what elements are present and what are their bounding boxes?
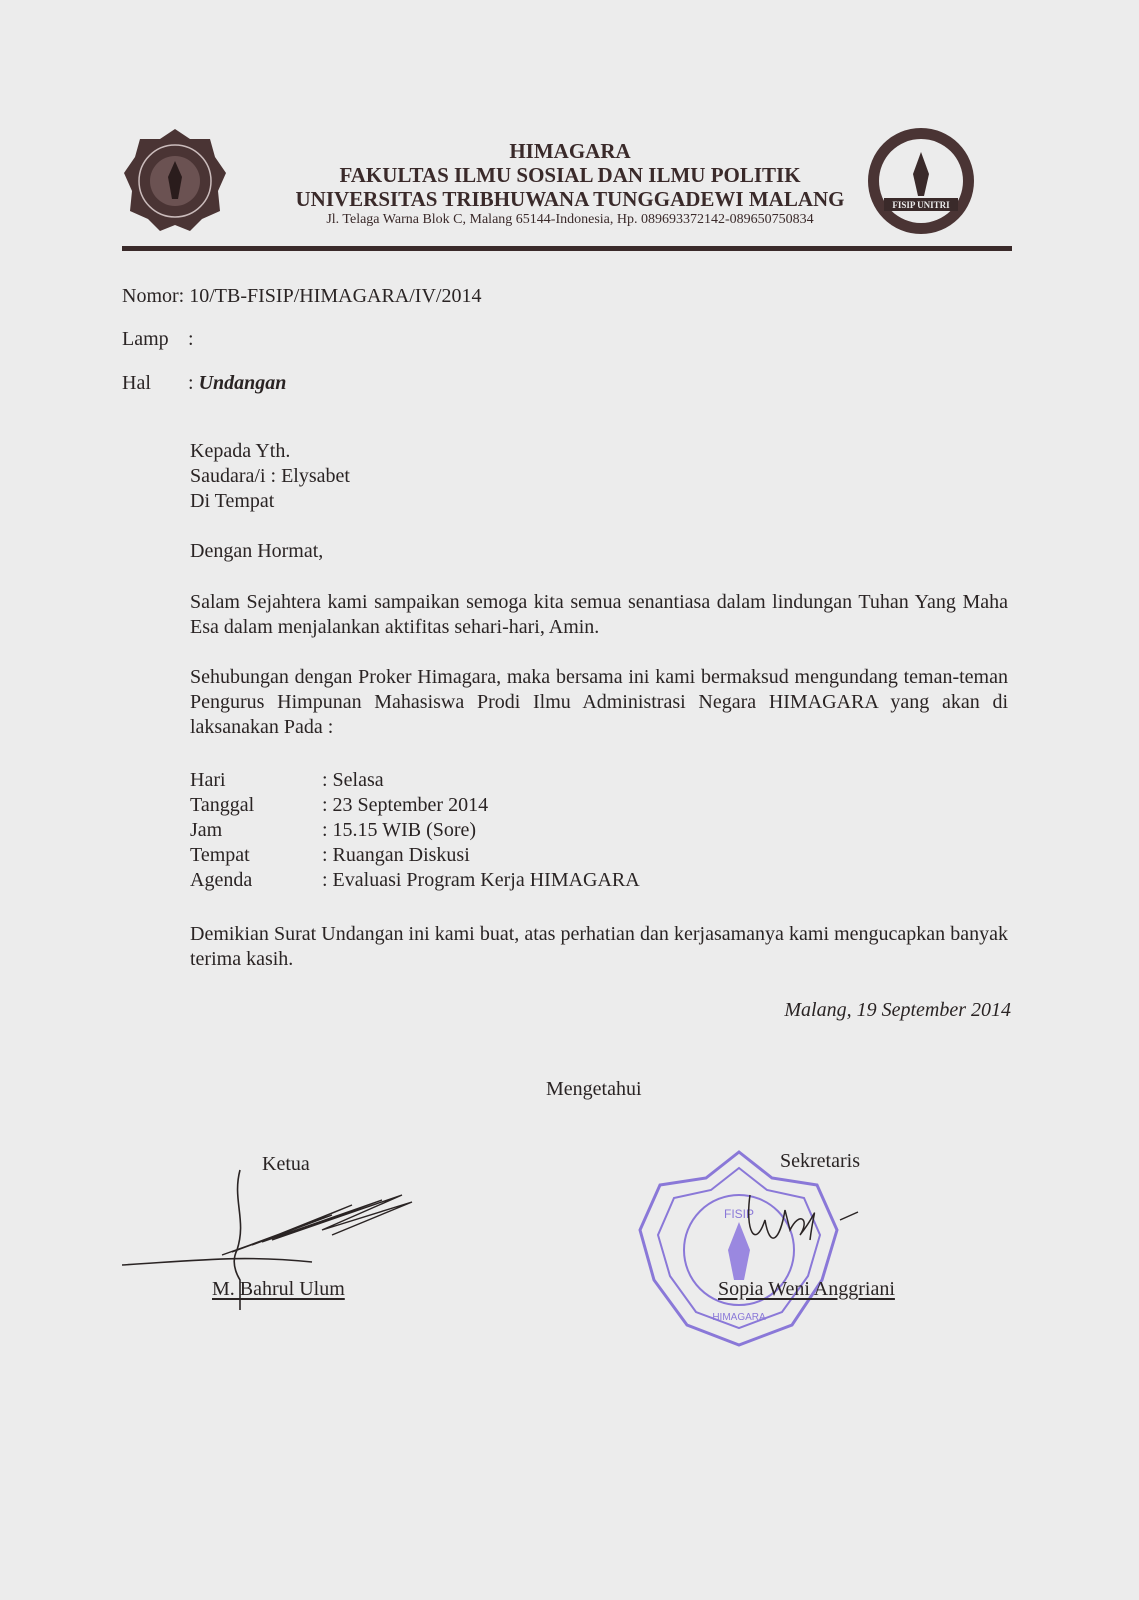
closing-paragraph: Demikian Surat Undangan ini kami buat, atas perhatian dan kerjasamanya kami mengucapkan banyak terima kasih. xyxy=(190,923,1008,970)
detail-row: Hari : Selasa xyxy=(190,769,384,791)
paragraph-1: Salam Sejahtera kami sampaikan semoga kita semua senantiasa dalam lindungan Tuhan Yang Maha Esa dalam menjalankan aktifitas sehari-hari, Amin. xyxy=(190,591,1008,638)
hal-label: Hal xyxy=(122,372,151,394)
greeting: Dengan Hormat, xyxy=(190,540,324,562)
faculty-name: FAKULTAS ILMU SOSIAL DAN ILMU POLITIK xyxy=(339,163,801,187)
acknowledged-label: Mengetahui xyxy=(546,1078,642,1100)
fisip-logo xyxy=(866,126,976,236)
place-date: Malang, 19 September 2014 xyxy=(784,999,1011,1021)
paragraph-2: Sehubungan dengan Proker Himagara, maka bersama ini kami bermaksud mengundang teman-teman Pengurus Himpunan Mahasiswa Prodi Ilmu Administrasi Negara HIMAGARA yang akan di laksanakan Pada : xyxy=(190,666,1008,738)
ketua-role: Ketua xyxy=(262,1153,310,1175)
nomor-value: 10/TB-FISIP/HIMAGARA/IV/2014 xyxy=(189,285,482,307)
org-name: HIMAGARA xyxy=(509,139,631,163)
lamp-colon: : xyxy=(188,328,194,350)
nomor-label: Nomor: 10/TB-FISIP/HIMAGARA/IV/2014 xyxy=(122,285,482,307)
sekretaris-role: Sekretaris xyxy=(780,1150,860,1172)
recipient-line2: Saudara/i : Elysabet xyxy=(190,465,350,487)
svg-text:FISIP: FISIP xyxy=(723,1207,755,1221)
svg-text:HIMAGARA: HIMAGARA xyxy=(712,1312,766,1323)
sekretaris-name: Sopia Weni Anggriani xyxy=(718,1278,895,1300)
recipient-line3: Di Tempat xyxy=(190,490,275,512)
university-name: UNIVERSITAS TRIBHUWANA TUNGGADEWI MALANG xyxy=(295,187,845,211)
header-rule xyxy=(122,246,1012,251)
fisip-logo-text: FISIP UNITRI xyxy=(892,200,950,210)
sekretaris-signature xyxy=(740,1180,860,1260)
lamp-label: Lamp xyxy=(122,328,169,350)
detail-row: Jam : 15.15 WIB (Sore) xyxy=(190,819,477,841)
ketua-name: M. Bahrul Ulum xyxy=(212,1278,345,1300)
university-logo xyxy=(122,127,228,233)
event-details xyxy=(190,768,640,893)
detail-row: Agenda : Evaluasi Program Kerja HIMAGARA xyxy=(190,869,640,891)
address: Jl. Telaga Warna Blok C, Malang 65144-Indonesia, Hp. 089693372142-089650750834 xyxy=(326,212,814,227)
detail-row: Tanggal : 23 September 2014 xyxy=(190,794,489,816)
recipient-line1: Kepada Yth. xyxy=(190,440,291,462)
detail-row: Tempat : Ruangan Diskusi xyxy=(190,844,470,866)
hal-value: : Undangan xyxy=(188,372,287,394)
